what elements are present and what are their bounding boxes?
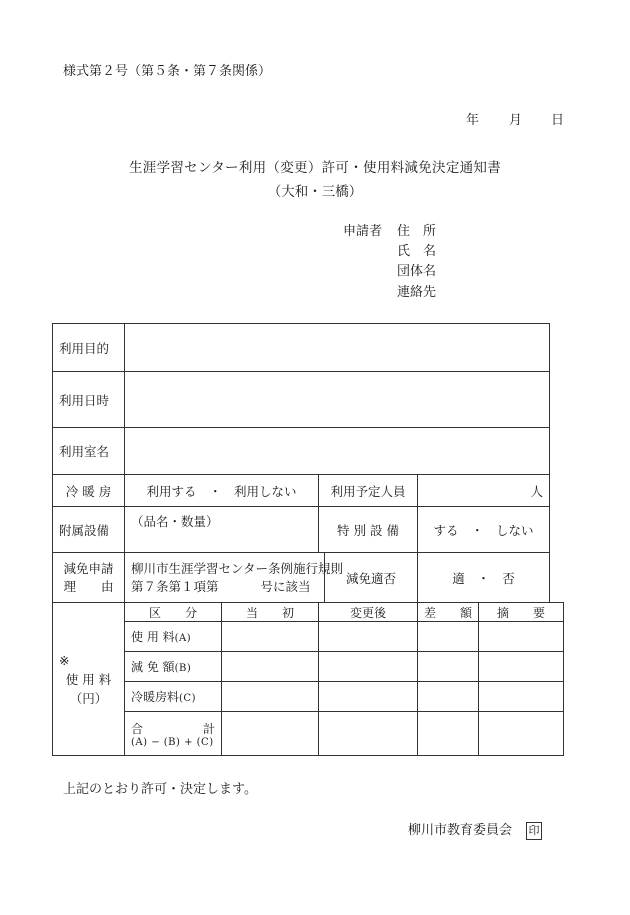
fee-row-heating — [53, 682, 564, 712]
fee-heating-difference[interactable] — [418, 682, 479, 712]
fee-total-difference[interactable] — [418, 712, 479, 756]
applicant-label: 申請者 — [343, 224, 383, 239]
planned-people-label: 利用予定人員 — [319, 475, 418, 507]
equipment-hint: （品名・数量） — [131, 514, 219, 529]
fee-total-label-line: 合 計 — [131, 721, 215, 736]
exemption-reason-field[interactable] — [125, 553, 344, 603]
exemption-reason-text-1: 柳川市生涯学習センター条例施行規則 — [131, 560, 344, 576]
purpose-row — [53, 324, 564, 372]
heating-options[interactable]: 利用する ・ 利用しない — [125, 475, 319, 507]
applicant-address-label: 住 所 — [397, 224, 437, 239]
applicant-contact-label: 連絡先 — [397, 285, 437, 300]
fee-row-heating-label: 冷暖房料(C) — [125, 682, 222, 712]
applicant-name-label: 氏 名 — [397, 244, 437, 259]
datetime-row — [53, 372, 564, 428]
exemption-reason-label-line-2: 理 由 — [63, 578, 114, 594]
fee-total-formula: (A) − (B) + (C) — [131, 736, 214, 748]
applicant-group-label: 団体名 — [397, 264, 437, 279]
form-number: 様式第２号（第５条・第７条関係） — [63, 64, 272, 79]
fee-usage-difference[interactable] — [418, 622, 479, 652]
room-label: 利用室名 — [53, 428, 125, 475]
planned-people-field[interactable] — [418, 475, 550, 507]
fee-heating-changed[interactable] — [319, 682, 418, 712]
heating-row — [53, 475, 564, 507]
fee-exemption-difference[interactable] — [418, 652, 479, 682]
fee-row-exemption — [53, 652, 564, 682]
date-month: 月 — [509, 113, 523, 128]
fee-side-label — [53, 603, 125, 756]
fee-exemption-changed[interactable] — [319, 652, 418, 682]
fee-header-row — [53, 603, 564, 622]
approval-statement: 上記のとおり許可・決定します。 — [63, 782, 257, 797]
fee-label: 使 用 料 — [65, 671, 112, 687]
fee-exemption-remarks[interactable] — [479, 652, 564, 682]
fee-usage-initial[interactable] — [222, 622, 319, 652]
document-subtitle: （大和・三橋） — [267, 184, 363, 200]
fee-row-usage-label: 使 用 料(A) — [125, 622, 222, 652]
equipment-row — [53, 507, 564, 553]
seal-stamp: 印 — [526, 822, 542, 840]
equipment-field[interactable] — [125, 507, 319, 553]
fee-header-difference: 差 額 — [418, 603, 479, 622]
exemption-reason-label-line-1: 減免申請 — [63, 560, 114, 576]
special-equipment-label: 特 別 設 備 — [319, 507, 418, 553]
application-table — [52, 323, 564, 756]
datetime-label: 利用日時 — [53, 372, 125, 428]
fee-total-remarks[interactable] — [479, 712, 564, 756]
fee-total-changed[interactable] — [319, 712, 418, 756]
fee-header-changed: 変更後 — [319, 603, 418, 622]
fee-total-initial[interactable] — [222, 712, 319, 756]
fee-row-total-label — [125, 712, 222, 756]
fee-row-total — [53, 712, 564, 756]
document-title: 生涯学習センター利用（変更）許可・使用料減免決定通知書 — [128, 160, 502, 176]
fee-unit: （円） — [69, 690, 108, 706]
fee-row-usage — [53, 622, 564, 652]
exemption-judgment-label: 減免適否 — [325, 553, 418, 603]
fee-header-category: 区 分 — [125, 603, 222, 622]
date-year: 年 — [466, 113, 480, 128]
heating-label: 冷 暖 房 — [53, 475, 125, 507]
fee-header-remarks: 摘 要 — [479, 603, 564, 622]
equipment-label: 附属設備 — [53, 507, 125, 553]
exemption-judgment-options[interactable]: 適 ・ 否 — [418, 553, 550, 603]
people-unit: 人 — [530, 483, 544, 499]
special-equipment-options[interactable]: する ・ しない — [418, 507, 550, 553]
room-field[interactable] — [125, 428, 550, 475]
fee-heating-initial[interactable] — [222, 682, 319, 712]
date-day: 日 — [551, 113, 565, 128]
datetime-field[interactable] — [125, 372, 550, 428]
exemption-reason-text-2: 第７条第１項第 号に該当 — [131, 578, 311, 594]
fee-mark: ※ — [59, 652, 70, 668]
fee-heating-remarks[interactable] — [479, 682, 564, 712]
issuer-block — [408, 819, 542, 840]
purpose-field[interactable] — [125, 324, 550, 372]
issuer-name: 柳川市教育委員会 — [408, 823, 513, 838]
fee-usage-remarks[interactable] — [479, 622, 564, 652]
room-row — [53, 428, 564, 475]
fee-header-initial: 当 初 — [222, 603, 319, 622]
exemption-row — [53, 553, 564, 603]
purpose-label: 利用目的 — [53, 324, 125, 372]
fee-exemption-initial[interactable] — [222, 652, 319, 682]
fee-usage-changed[interactable] — [319, 622, 418, 652]
fee-row-exemption-label: 減 免 額(B) — [125, 652, 222, 682]
exemption-reason-label — [53, 553, 125, 603]
